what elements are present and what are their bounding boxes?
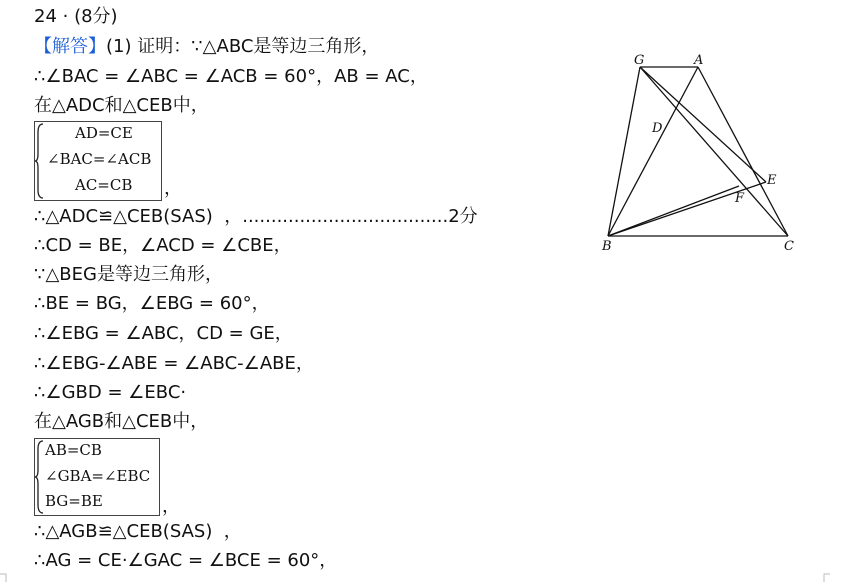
proof-line-2: 在△ADC和△CEB中， — [34, 95, 209, 116]
figure-lines — [608, 67, 788, 236]
answer-tag: 【解答】 — [34, 36, 106, 57]
proof-line-12: ∴AG = CE·∠GAC = ∠BCE = 60°， — [34, 550, 338, 571]
proof-line-5: ∵△BEG是等边三角形， — [34, 264, 223, 285]
system-1-row-1: AD=CE — [75, 124, 133, 142]
system-2-comma: ， — [162, 496, 180, 517]
proof-line-9: ∴∠GBD = ∠EBC· — [34, 382, 187, 403]
proof-line-4: ∴CD = BE，∠ACD = ∠CBE， — [34, 235, 292, 256]
proof-line-10: 在△AGB和△CEB中， — [34, 411, 209, 432]
page-corner-mark-right — [820, 572, 830, 582]
geometry-figure — [596, 52, 806, 252]
point-label-b: B — [602, 239, 612, 252]
system-1-row-2: ∠BAC=∠ACB — [47, 150, 152, 168]
proof-line-7: ∴∠EBG = ∠ABC，CD = GE， — [34, 323, 293, 344]
point-label-f: F — [735, 191, 745, 206]
problem-number: 24 · (8分) — [34, 6, 118, 27]
point-label-c: C — [784, 239, 794, 252]
system-2-row-1: AB=CB — [45, 441, 102, 459]
proof-line-3: ∴△ADC≌△CEB(SAS) ，....................................2分 — [34, 206, 478, 227]
proof-line-11: ∴△AGB≌△CEB(SAS) ， — [34, 521, 242, 542]
proof-line-6: ∴BE = BG，∠EBG = 60°， — [34, 293, 270, 314]
proof-intro: (1) 证明：∵△ABC是等边三角形， — [106, 36, 380, 57]
left-brace-icon — [35, 122, 45, 200]
answer-first-line — [34, 36, 379, 58]
equation-system-2 — [34, 438, 160, 516]
system-2-row-3: BG=BE — [45, 492, 103, 510]
proof-line-1: ∴∠BAC = ∠ABC = ∠ACB = 60°，AB = AC， — [34, 66, 428, 87]
point-label-d: D — [652, 121, 663, 136]
system-1-comma: ， — [164, 178, 182, 199]
point-label-e: E — [767, 173, 777, 188]
equation-system-1 — [34, 121, 162, 201]
proof-line-8: ∴∠EBG-∠ABE = ∠ABC-∠ABE， — [34, 353, 314, 374]
left-brace-icon — [35, 439, 45, 515]
system-1-row-3: AC=CB — [75, 176, 133, 194]
page-corner-mark-left — [0, 572, 10, 582]
point-label-a: A — [694, 53, 704, 68]
point-label-g: G — [634, 53, 645, 68]
system-2-row-2: ∠GBA=∠EBC — [45, 467, 151, 485]
